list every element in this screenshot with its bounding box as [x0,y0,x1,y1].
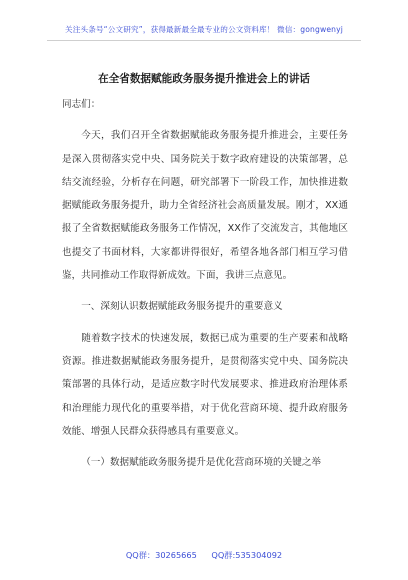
header-promo-note: 关注头条号“公文研究”，获得最新最全最专业的公文资料库！ 微信：gongwenyj [64,25,344,34]
footer-qq-group-1: QQ群：30265665 [125,550,197,560]
subsection-heading-1: （一）数据赋能政务服务提升是优化营商环境的关键之举 [81,457,322,469]
footer-qq-group-2: QQ群:535304092 [211,550,283,560]
footer-qq-groups [0,550,408,561]
document-body [62,93,348,474]
paragraph-intro: 今天，我们召开全省数据赋能政务服务提升推进会，主要任务是深入贯彻落实党中央、国务院关于数字政府建设的决策部署，总结交流经验，分析存在问题，研究部署下一阶段工作，加快推进数据赋能政务服务提升，助力全省经济社会高质量发展。刚才，XX通报了全省数据赋能政务服务工作情况，XX作了交流发言，其他地区也提交了书面材料，大家都讲得很好，希望各地各部门相互学习借鉴，共同推动工作取得新成效。下面，我讲三点意见。 [62,130,348,282]
header-divider [47,40,361,41]
document-title: 在全省数据赋能政务服务提升推进会上的讲话 [98,73,310,85]
section-heading-1: 一、深刻认识数据赋能政务服务提升的重要意义 [81,301,283,313]
paragraph-significance: 随着数字技术的快速发展，数据已成为重要的生产要素和战略资源。推进数据赋能政务服务提升，是贯彻落实党中央、国务院决策部署的具体行动，是适应数字时代发展要求、推进政府治理体系和治理能力现代化的重要举措，对于优化营商环境、提升政府服务效能、增强人民群众获得感具有重要意义。 [62,332,348,437]
salutation: 同志们： [62,99,101,110]
